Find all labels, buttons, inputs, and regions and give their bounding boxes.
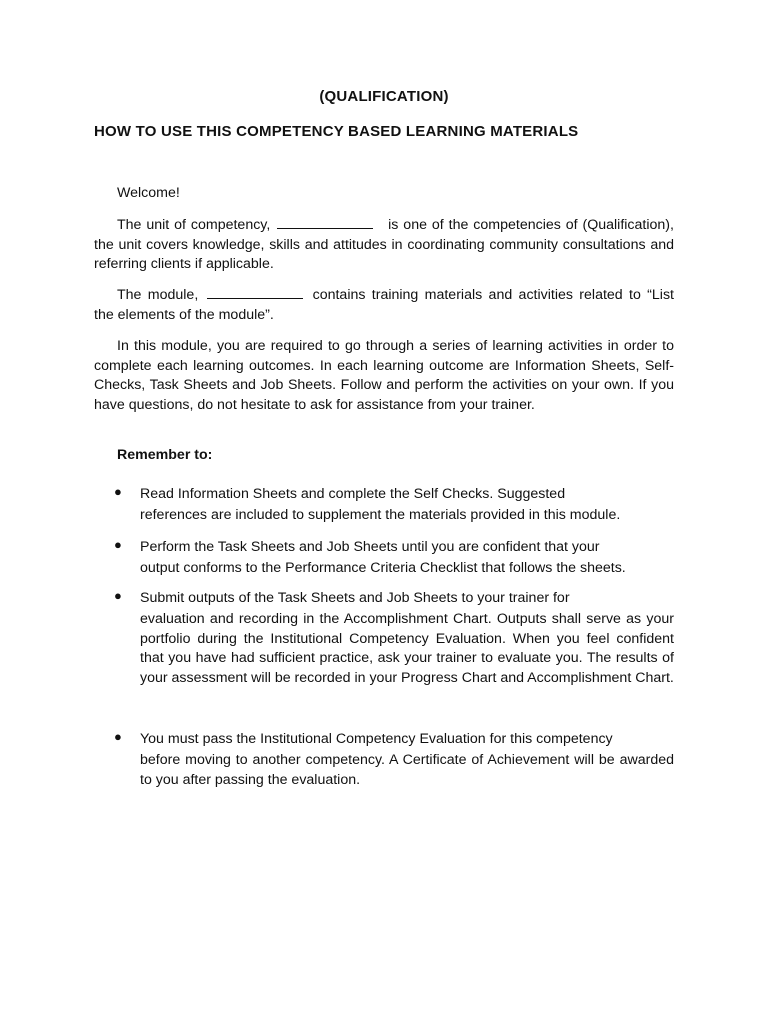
bullet-text-line1: Submit outputs of the Task Sheets and Job Sheets to your trainer for: [140, 590, 570, 606]
bullet-text-line1: You must pass the Institutional Competency Evaluation for this competency: [140, 731, 613, 747]
bullet-text-line1: Perform the Task Sheets and Job Sheets until you are confident that your: [140, 539, 600, 555]
bullet-icon: ●: [114, 588, 122, 603]
welcome-text: Welcome!: [117, 185, 180, 201]
unit-text: [94, 216, 674, 275]
bullet-item-3: [94, 586, 674, 688]
remember-heading: Remember to:: [117, 447, 213, 463]
bullet-text-rest: before moving to another competency. A Certificate of Achievement will be awarded to you after passing the evaluation.: [140, 752, 674, 788]
welcome-paragraph: [94, 184, 674, 204]
activities-paragraph: [94, 337, 674, 415]
bullet-icon: ●: [114, 537, 122, 552]
bullet-text-rest: evaluation and recording in the Accomplishment Chart. Outputs shall serve as your portfolio during the Institutional Competency Evaluation. When you feel confident that you have had sufficient practice, ask your trainer to evaluate you. The results of your assessment will be recorded in your Progress Chart and Accomplishment Chart.: [140, 611, 674, 686]
bullet-text-line1: Read Information Sheets and complete the Self Checks. Suggested: [140, 486, 566, 502]
unit-paragraph: [94, 216, 674, 275]
module-paragraph: [94, 286, 674, 325]
list-item: [94, 586, 674, 688]
bullet-text-rest: output conforms to the Performance Criteria Checklist that follows the sheets.: [140, 560, 626, 576]
qualification-subtitle: (QUALIFICATION): [319, 88, 449, 105]
bullet-item-4: [94, 727, 674, 790]
bullet-icon: ●: [114, 729, 122, 744]
list-item: [94, 535, 674, 579]
list-item: [94, 482, 674, 526]
unit-blank-line: [277, 217, 373, 229]
activities-text: In this module, you are required to go through a series of learning activities in order to complete each learning outcomes. In each learning outcome are Information Sheets, Self-Checks, Task Sheets and Job Sheets. Follow and perform the activities on your own. If you have questions, do not hesitate to ask for assistance from your trainer.: [94, 338, 674, 413]
module-text-start: The module,: [117, 287, 199, 303]
module-text: [94, 286, 674, 325]
bullet-item-2: [94, 535, 674, 579]
bullet-icon: ●: [114, 484, 122, 499]
bullet-text-rest: references are included to supplement the materials provided in this module.: [140, 507, 621, 523]
unit-text-start: The unit of competency,: [117, 217, 271, 233]
module-blank-line: [207, 287, 303, 299]
list-item: [94, 727, 674, 790]
page-title: HOW TO USE THIS COMPETENCY BASED LEARNING MATERIALS: [94, 123, 579, 140]
unit-text-end: is one of the competencies of (Qualification), the unit covers knowledge, skills and attitudes in coordinating community consultations and referring clients if applicable.: [94, 217, 674, 272]
module-text-end: contains training materials and activities related to “List the elements of the module”.: [94, 287, 674, 323]
bullet-item-1: [94, 482, 674, 526]
remember-section: [94, 446, 674, 466]
